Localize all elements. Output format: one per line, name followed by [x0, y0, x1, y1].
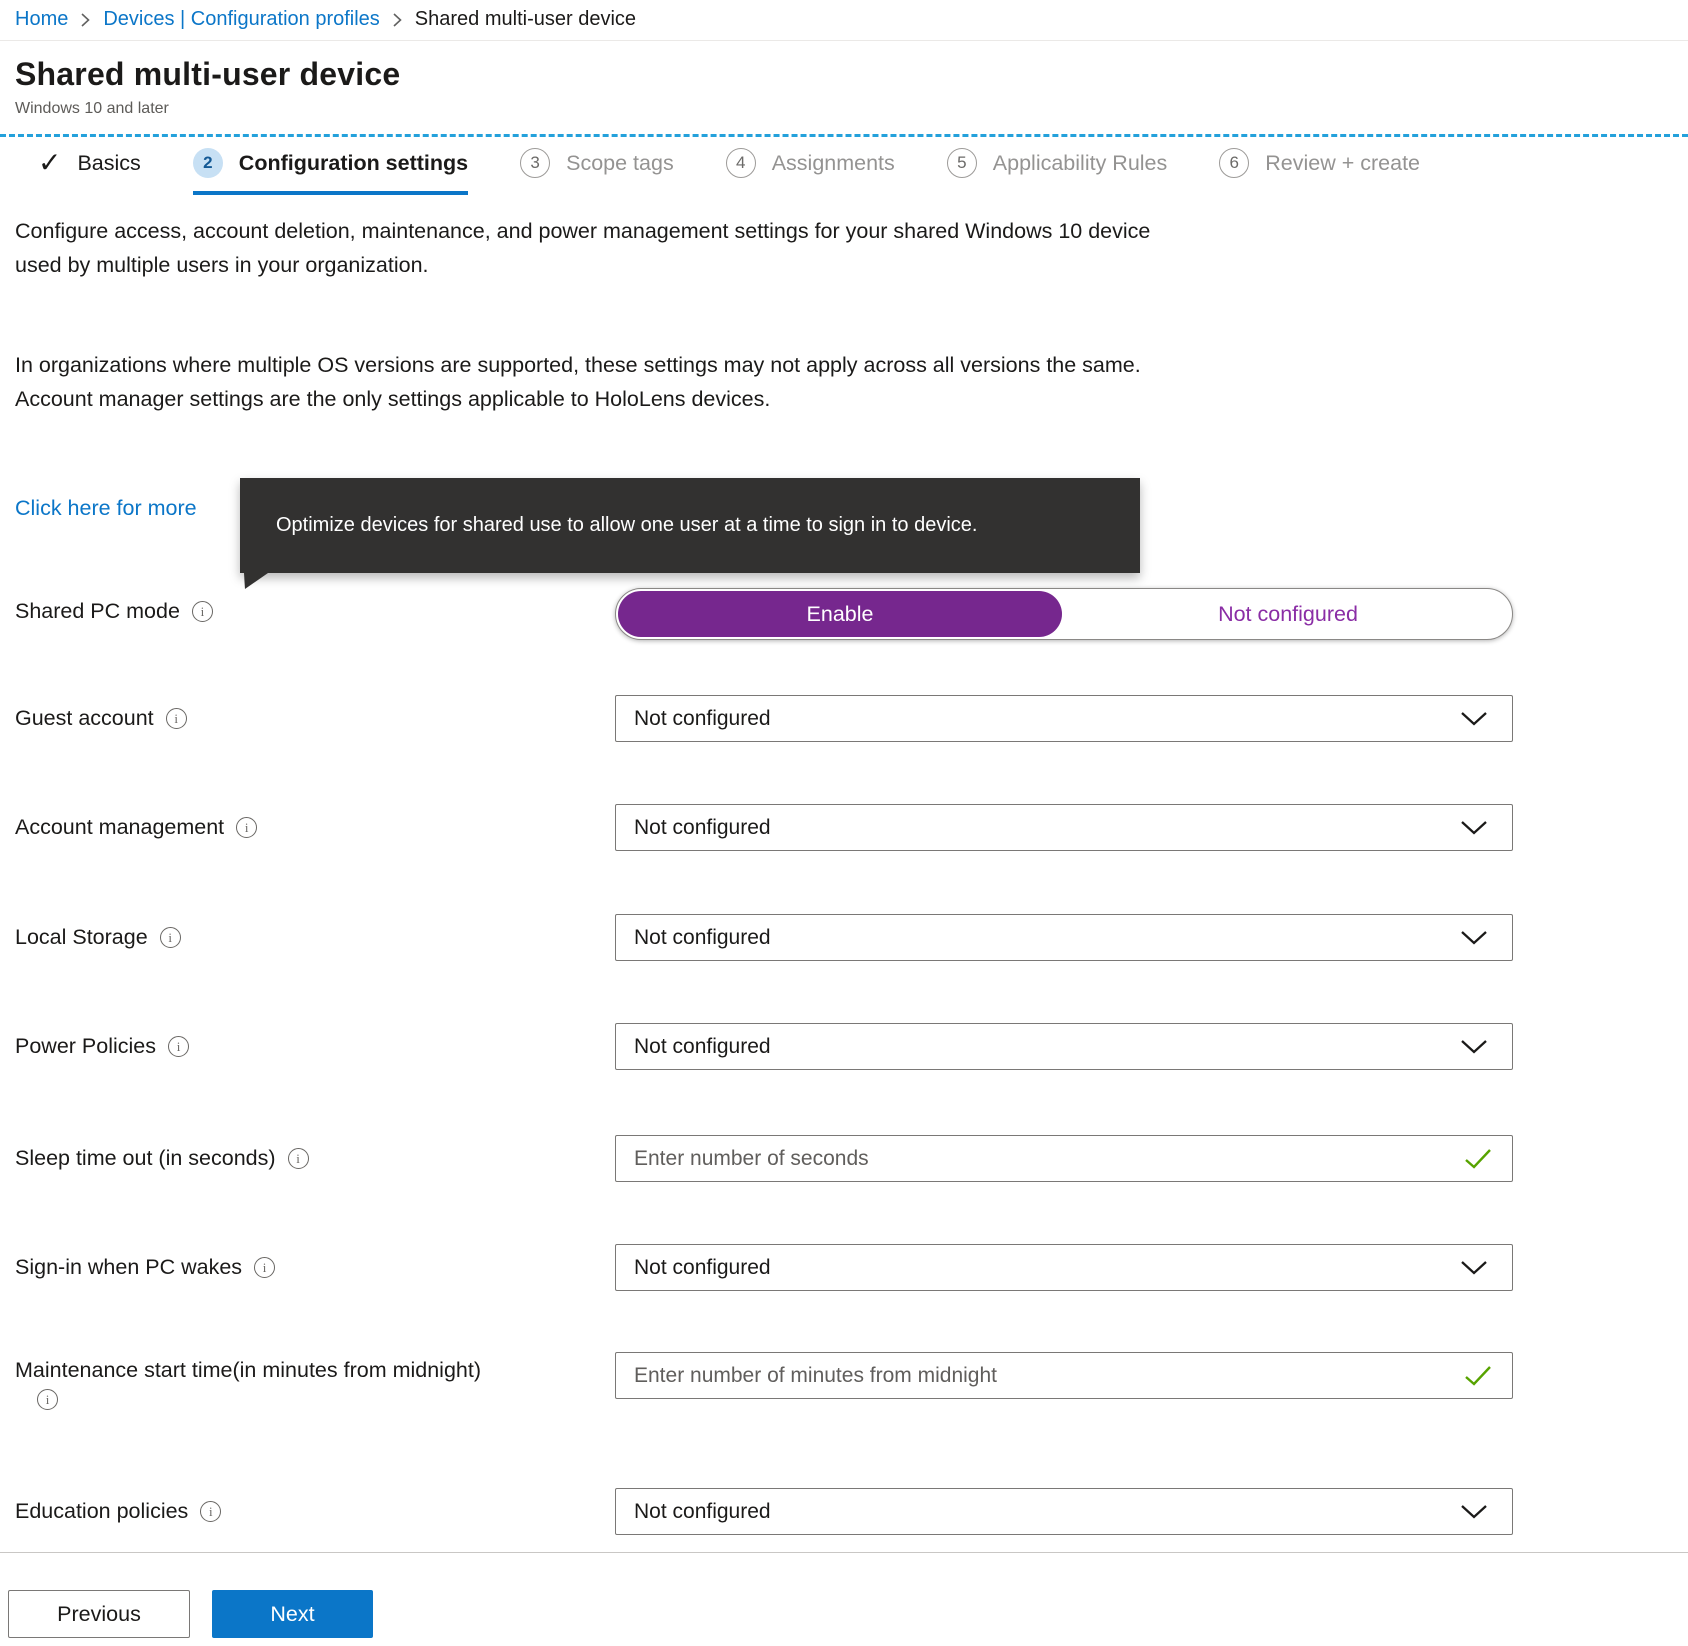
- field-label-shared-pc-mode: [15, 588, 600, 635]
- intro-paragraph-2: [15, 348, 1141, 416]
- local-storage-dropdown[interactable]: [615, 914, 1513, 961]
- info-icon[interactable]: [168, 1036, 189, 1057]
- info-icon[interactable]: [236, 817, 257, 838]
- dropdown-value: Not configured: [634, 925, 771, 949]
- field-label-text: Maintenance start time(in minutes from midnight): [15, 1358, 482, 1382]
- field-label-text: Guest account: [15, 706, 154, 730]
- tab-label: Applicability Rules: [992, 150, 1168, 175]
- info-icon[interactable]: [37, 1389, 58, 1410]
- dashed-separator: [0, 134, 1688, 137]
- tab-label: Configuration settings: [238, 150, 469, 175]
- tab-configuration-settings[interactable]: [193, 148, 468, 195]
- tab-basics[interactable]: [38, 148, 141, 191]
- field-label-account-management: [15, 804, 600, 851]
- info-icon[interactable]: [166, 708, 187, 729]
- step-number-badge: 4: [726, 148, 756, 178]
- tab-label: Assignments: [771, 150, 895, 175]
- previous-button[interactable]: Previous: [8, 1590, 190, 1638]
- tab-applicability-rules[interactable]: [947, 148, 1167, 191]
- chevron-down-icon: [1460, 1504, 1488, 1520]
- tab-label: Scope tags: [566, 150, 674, 175]
- tooltip: [240, 478, 1140, 573]
- tab-review-create[interactable]: [1219, 148, 1420, 191]
- toggle-not-configured-option[interactable]: Not configured: [1218, 601, 1358, 626]
- field-label-text: Sleep time out (in seconds): [15, 1146, 276, 1170]
- field-label-text: Power Policies: [15, 1034, 156, 1058]
- dropdown-value: Not configured: [634, 706, 771, 730]
- field-label-signin-pc-wakes: [15, 1244, 600, 1291]
- info-icon[interactable]: [200, 1501, 221, 1522]
- chevron-down-icon: [1460, 1039, 1488, 1055]
- more-info-link[interactable]: Click here for more: [15, 496, 197, 520]
- field-label-text: Shared PC mode: [15, 599, 180, 623]
- wizard-steps: [38, 148, 1420, 195]
- tooltip-pointer: [244, 573, 268, 589]
- paragraph-line: used by multiple users in your organization.: [15, 253, 429, 277]
- account-management-dropdown[interactable]: [615, 804, 1513, 851]
- valid-green-checkmark-icon: [1464, 1365, 1492, 1387]
- sleep-timeout-input[interactable]: [634, 1147, 1494, 1171]
- toggle-enable-option[interactable]: Enable: [618, 591, 1062, 637]
- field-label-text: Education policies: [15, 1499, 189, 1523]
- field-label-local-storage: [15, 914, 600, 961]
- paragraph-line: In organizations where multiple OS versions are supported, these settings may not apply across all versions the same.: [15, 353, 1141, 377]
- chevron-right-icon: [80, 12, 91, 28]
- info-icon[interactable]: [288, 1148, 309, 1169]
- tab-scope-tags[interactable]: [520, 148, 674, 191]
- sleep-timeout-field: [615, 1135, 1513, 1182]
- info-icon[interactable]: [160, 927, 181, 948]
- chevron-down-icon: [1460, 1260, 1488, 1276]
- info-icon[interactable]: [254, 1257, 275, 1278]
- step-number-badge: 3: [520, 148, 550, 178]
- step-number-badge: 6: [1219, 148, 1249, 178]
- checkmark-icon: ✓: [38, 147, 62, 178]
- page-subtitle: Windows 10 and later: [15, 100, 169, 117]
- dropdown-value: Not configured: [634, 1499, 771, 1523]
- chevron-right-icon: [392, 12, 403, 28]
- next-button[interactable]: Next: [212, 1590, 373, 1638]
- field-label-power-policies: [15, 1023, 600, 1070]
- dropdown-value: Not configured: [634, 1034, 771, 1058]
- field-label-maintenance-start-time: [15, 1352, 600, 1410]
- tab-assignments[interactable]: [726, 148, 895, 191]
- chevron-down-icon: [1460, 820, 1488, 836]
- field-label-text: Local Storage: [15, 925, 148, 949]
- dropdown-value: Not configured: [634, 1255, 771, 1279]
- field-label-sleep-timeout: [15, 1135, 600, 1182]
- education-policies-dropdown[interactable]: [615, 1488, 1513, 1535]
- field-label-guest-account: [15, 695, 600, 742]
- step-number-badge: 2: [193, 148, 223, 178]
- info-icon[interactable]: [192, 601, 213, 622]
- shared-pc-mode-toggle[interactable]: [615, 588, 1513, 640]
- paragraph-line: Account manager settings are the only settings applicable to HoloLens devices.: [15, 387, 771, 411]
- power-policies-dropdown[interactable]: [615, 1023, 1513, 1070]
- breadcrumb-divider: [0, 40, 1688, 41]
- tab-label: Review + create: [1265, 150, 1421, 175]
- maintenance-start-time-field: [615, 1352, 1513, 1399]
- field-label-education-policies: [15, 1488, 600, 1535]
- breadcrumb-configuration-profiles-link[interactable]: Devices | Configuration profiles: [103, 8, 380, 30]
- breadcrumb-current-page: Shared multi-user device: [414, 8, 637, 30]
- page-title: Shared multi-user device: [15, 56, 401, 92]
- intro-paragraph-1: [15, 214, 1150, 282]
- chevron-down-icon: [1460, 930, 1488, 946]
- step-number-badge: 5: [947, 148, 977, 178]
- field-label-text: Sign-in when PC wakes: [15, 1255, 243, 1279]
- tooltip-text: Optimize devices for shared use to allow one user at a time to sign in to device.: [276, 514, 978, 536]
- dropdown-value: Not configured: [634, 815, 771, 839]
- guest-account-dropdown[interactable]: [615, 695, 1513, 742]
- breadcrumb: [15, 8, 636, 31]
- field-label-text: Account management: [15, 815, 225, 839]
- footer-divider: [0, 1552, 1688, 1553]
- breadcrumb-home-link[interactable]: Home: [15, 8, 69, 30]
- tab-label: Basics: [77, 150, 141, 175]
- chevron-down-icon: [1460, 711, 1488, 727]
- valid-green-checkmark-icon: [1464, 1148, 1492, 1170]
- maintenance-start-time-input[interactable]: [634, 1364, 1494, 1388]
- paragraph-line: Configure access, account deletion, maintenance, and power management settings for your shared Windows 10 device: [15, 219, 1151, 243]
- signin-pc-wakes-dropdown[interactable]: [615, 1244, 1513, 1291]
